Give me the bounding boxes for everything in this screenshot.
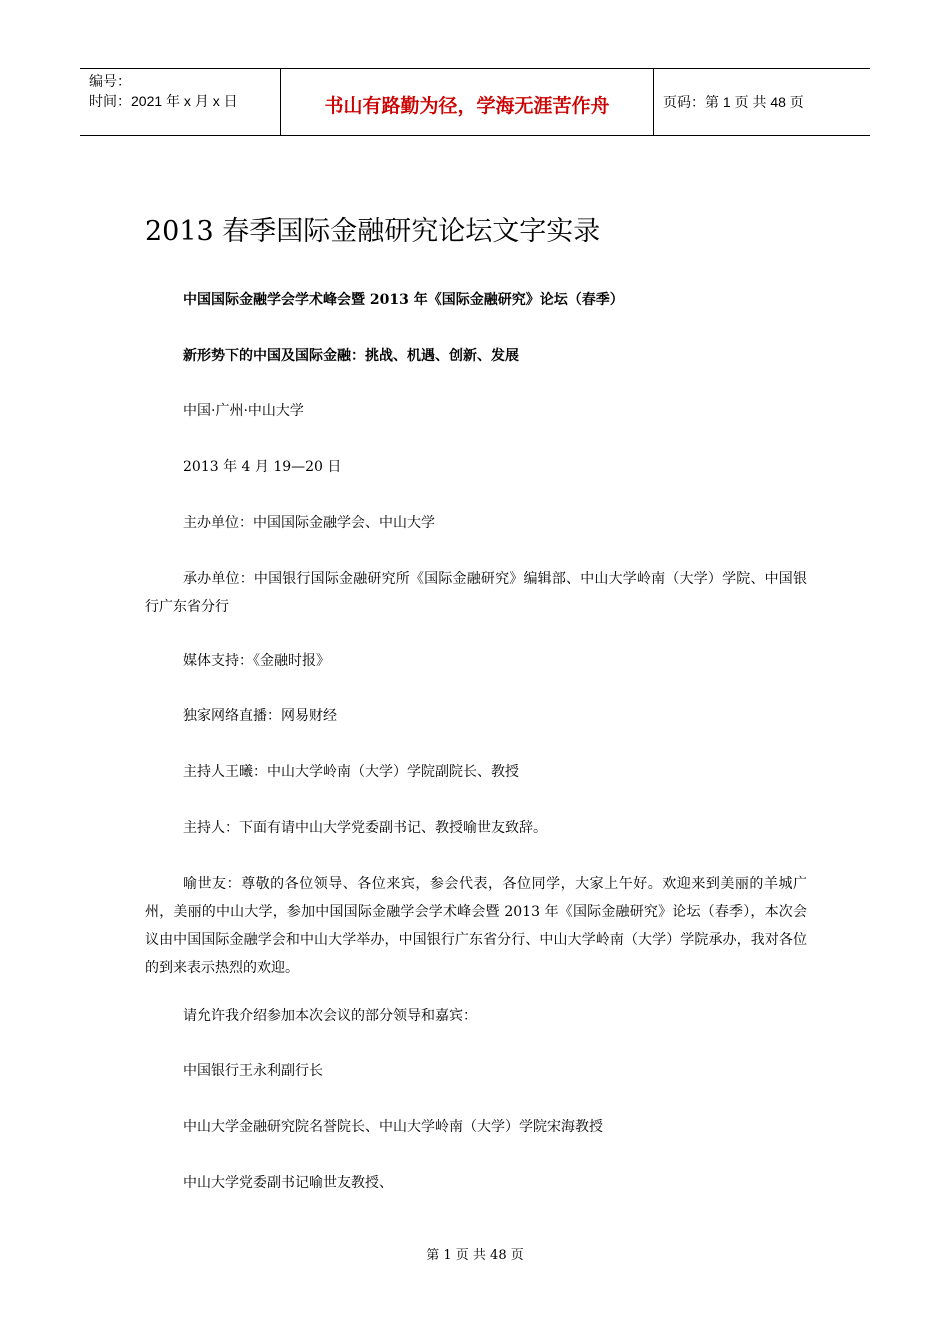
header-info-cell bbox=[80, 69, 281, 135]
paragraph-host: 主持人王曦：中山大学岭南（大学）学院副院长、教授 bbox=[183, 764, 519, 780]
document-title: 2013 春季国际金融研究论坛文字实录 bbox=[145, 216, 601, 247]
paragraph-welcome-speech: 喻世友：尊敬的各位领导、各位来宾，参会代表，各位同学，大家上午好。欢迎来到美丽的羊城广州，美丽的中山大学，参加中国国际金融学会学术峰会暨 2013 年《国际金融研究》论坛（春季），本次会议由中国国际金融学会和中山大学举办，中国银行广东省分行、中山大学岭南（大学）学院承办，我对各位的到来表示热烈的欢迎。 bbox=[145, 876, 807, 976]
paragraph-co-organizer: 承办单位：中国银行国际金融研究所《国际金融研究》编辑部、中山大学岭南（大学）学院、中国银行广东省分行 bbox=[145, 571, 807, 615]
motto-text: 书山有路勤为径，学海无涯苦作舟 bbox=[324, 94, 610, 117]
paragraph-date: 2013 年 4 月 19—20 日 bbox=[183, 459, 342, 475]
page-info-text: 页码：第 1 页 共 48 页 bbox=[663, 94, 804, 110]
paragraph-media-support: 媒体支持：《金融时报》 bbox=[183, 653, 330, 669]
paragraph-organizer: 主办单位：中国国际金融学会、中山大学 bbox=[183, 515, 435, 531]
motto-cell bbox=[281, 69, 654, 135]
paragraph-guest-intro: 请允许我介绍参加本次会议的部分领导和嘉宾： bbox=[183, 1008, 477, 1024]
paragraph-live-broadcast: 独家网络直播：网易财经 bbox=[183, 708, 337, 724]
paragraph-guest-2: 中山大学金融研究院名誉院长、中山大学岭南（大学）学院宋海教授 bbox=[183, 1119, 603, 1135]
paragraph-guest-3: 中山大学党委副书记喻世友教授、 bbox=[183, 1175, 393, 1191]
paragraph-location: 中国·广州·中山大学 bbox=[183, 403, 304, 419]
paragraph-forum-name: 中国国际金融学会学术峰会暨 2013 年《国际金融研究》论坛（春季） bbox=[183, 292, 624, 308]
page-footer: 第 1 页 共 48 页 bbox=[426, 1248, 524, 1263]
paragraph-host-intro: 主持人：下面有请中山大学党委副书记、教授喻世友致辞。 bbox=[183, 820, 547, 836]
paragraph-theme: 新形势下的中国及国际金融：挑战、机遇、创新、发展 bbox=[183, 348, 519, 364]
header-table bbox=[80, 68, 870, 136]
date-line: 时间：2021 年 x 月 x 日 bbox=[89, 93, 238, 109]
number-label: 编号： bbox=[89, 73, 131, 89]
paragraph-guest-1: 中国银行王永利副行长 bbox=[183, 1063, 323, 1079]
page-info-cell bbox=[654, 69, 870, 135]
